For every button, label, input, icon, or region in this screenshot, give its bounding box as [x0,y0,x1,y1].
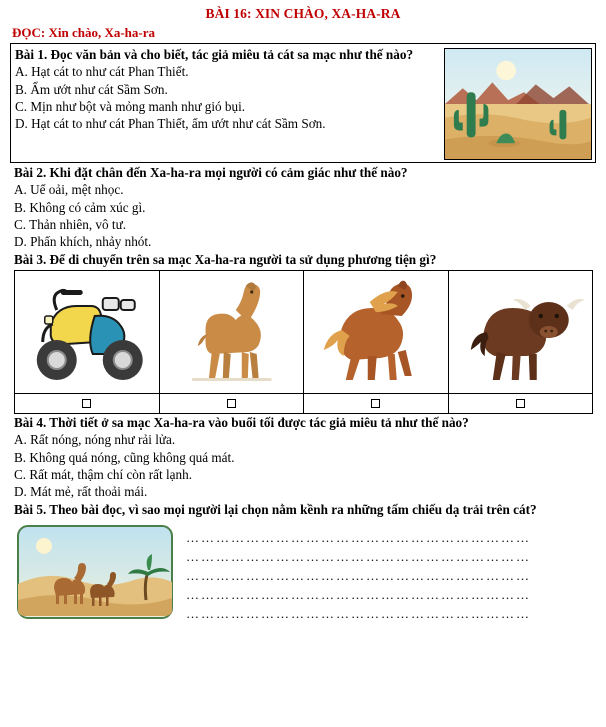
checkbox-camel[interactable] [227,399,236,408]
checkbox-horse[interactable] [371,399,380,408]
question-2-option-c[interactable]: C. Thản nhiên, vô tư. [14,217,127,232]
question-1-heading: Bài 1. Đọc văn bản và cho biết, tác giả miêu tả cát sa mạc như thế nào? [15,47,414,62]
section-label: ĐỌC: Xin chào, Xa-ha-ra [12,25,155,40]
question-4-option-a[interactable]: A. Rất nóng, nóng như rải lửa. [14,432,176,448]
question-1-block [10,43,596,163]
table-row [15,394,593,414]
question-3-heading: Bài 3. Để di chuyển trên sa mạc Xa-ha-ra người ta sử dụng phương tiện gì? [14,251,437,267]
question-1-option-b[interactable]: B. Ẩm ướt như cát Sầm Sơn. [15,81,168,97]
question-4-option-c[interactable]: C. Rất mát, thậm chí còn rất lạnh. [14,467,192,482]
answer-line[interactable]: …………………………………………………………… [186,587,531,602]
question-2-option-b[interactable]: B. Không có cảm xúc gì. [14,199,146,215]
camel-caravan-image [14,522,176,622]
bull-image[interactable] [448,271,593,394]
question-1-option-a[interactable]: A. Hạt cát to như cát Phan Thiết. [15,64,189,80]
question-1-text [15,46,444,133]
checkbox-cell-scooter[interactable] [15,394,160,414]
question-4-option-b[interactable]: B. Không quá nóng, cũng không quá mát. [14,449,235,465]
question-3-block [10,251,596,414]
question-2-option-d[interactable]: D. Phấn khích, nhảy nhót. [14,234,152,250]
answer-line[interactable]: …………………………………………………………… [186,606,531,621]
checkbox-cell-horse[interactable] [304,394,449,414]
question-2-heading: Bài 2. Khi đặt chân đến Xa-ha-ra mọi người có cảm giác như thế nào? [14,165,408,180]
camel-image[interactable] [159,271,304,394]
question-5-block [10,501,596,518]
question-1-option-c[interactable]: C. Mịn như bột và mỏng manh như gió bụi. [15,99,246,114]
checkbox-cell-camel[interactable] [159,394,304,414]
desert-cactus-illustration [444,48,592,160]
checkbox-bull[interactable] [516,399,525,408]
table-row [15,271,593,394]
question-2-option-a[interactable]: A. Uể oải, mệt nhọc. [14,182,124,198]
answer-line[interactable]: …………………………………………………………… [186,549,531,564]
question-5-answer-area [10,522,596,623]
horse-image[interactable] [304,271,449,394]
question-5-answer-lines[interactable] [186,522,593,623]
question-4-heading: Bài 4. Thời tiết ở sa mạc Xa-ha-ra vào buổi tối được tác giả miêu tả như thế nào? [14,415,469,430]
question-5-heading: Bài 5. Theo bài đọc, vì sao mọi người lại chọn nằm kềnh ra những tấm chiếu dạ trải trên cát? [14,501,537,517]
checkbox-scooter[interactable] [82,399,91,408]
answer-line[interactable]: …………………………………………………………… [186,568,531,583]
question-1-option-d[interactable]: D. Hạt cát to như cát Phan Thiết, ẩm ướt như cát Sầm Sơn. [15,116,326,132]
scooter-image[interactable] [15,271,160,394]
question-3-picture-table [14,270,593,414]
question-4-block [10,414,596,501]
checkbox-cell-bull[interactable] [448,394,593,414]
page-title: BÀI 16: XIN CHÀO, XA-HA-RA [205,6,401,21]
question-2-block [10,164,596,251]
question-4-option-d[interactable]: D. Mát mẻ, rất thoải mái. [14,484,148,500]
answer-line[interactable]: …………………………………………………………… [186,530,531,545]
